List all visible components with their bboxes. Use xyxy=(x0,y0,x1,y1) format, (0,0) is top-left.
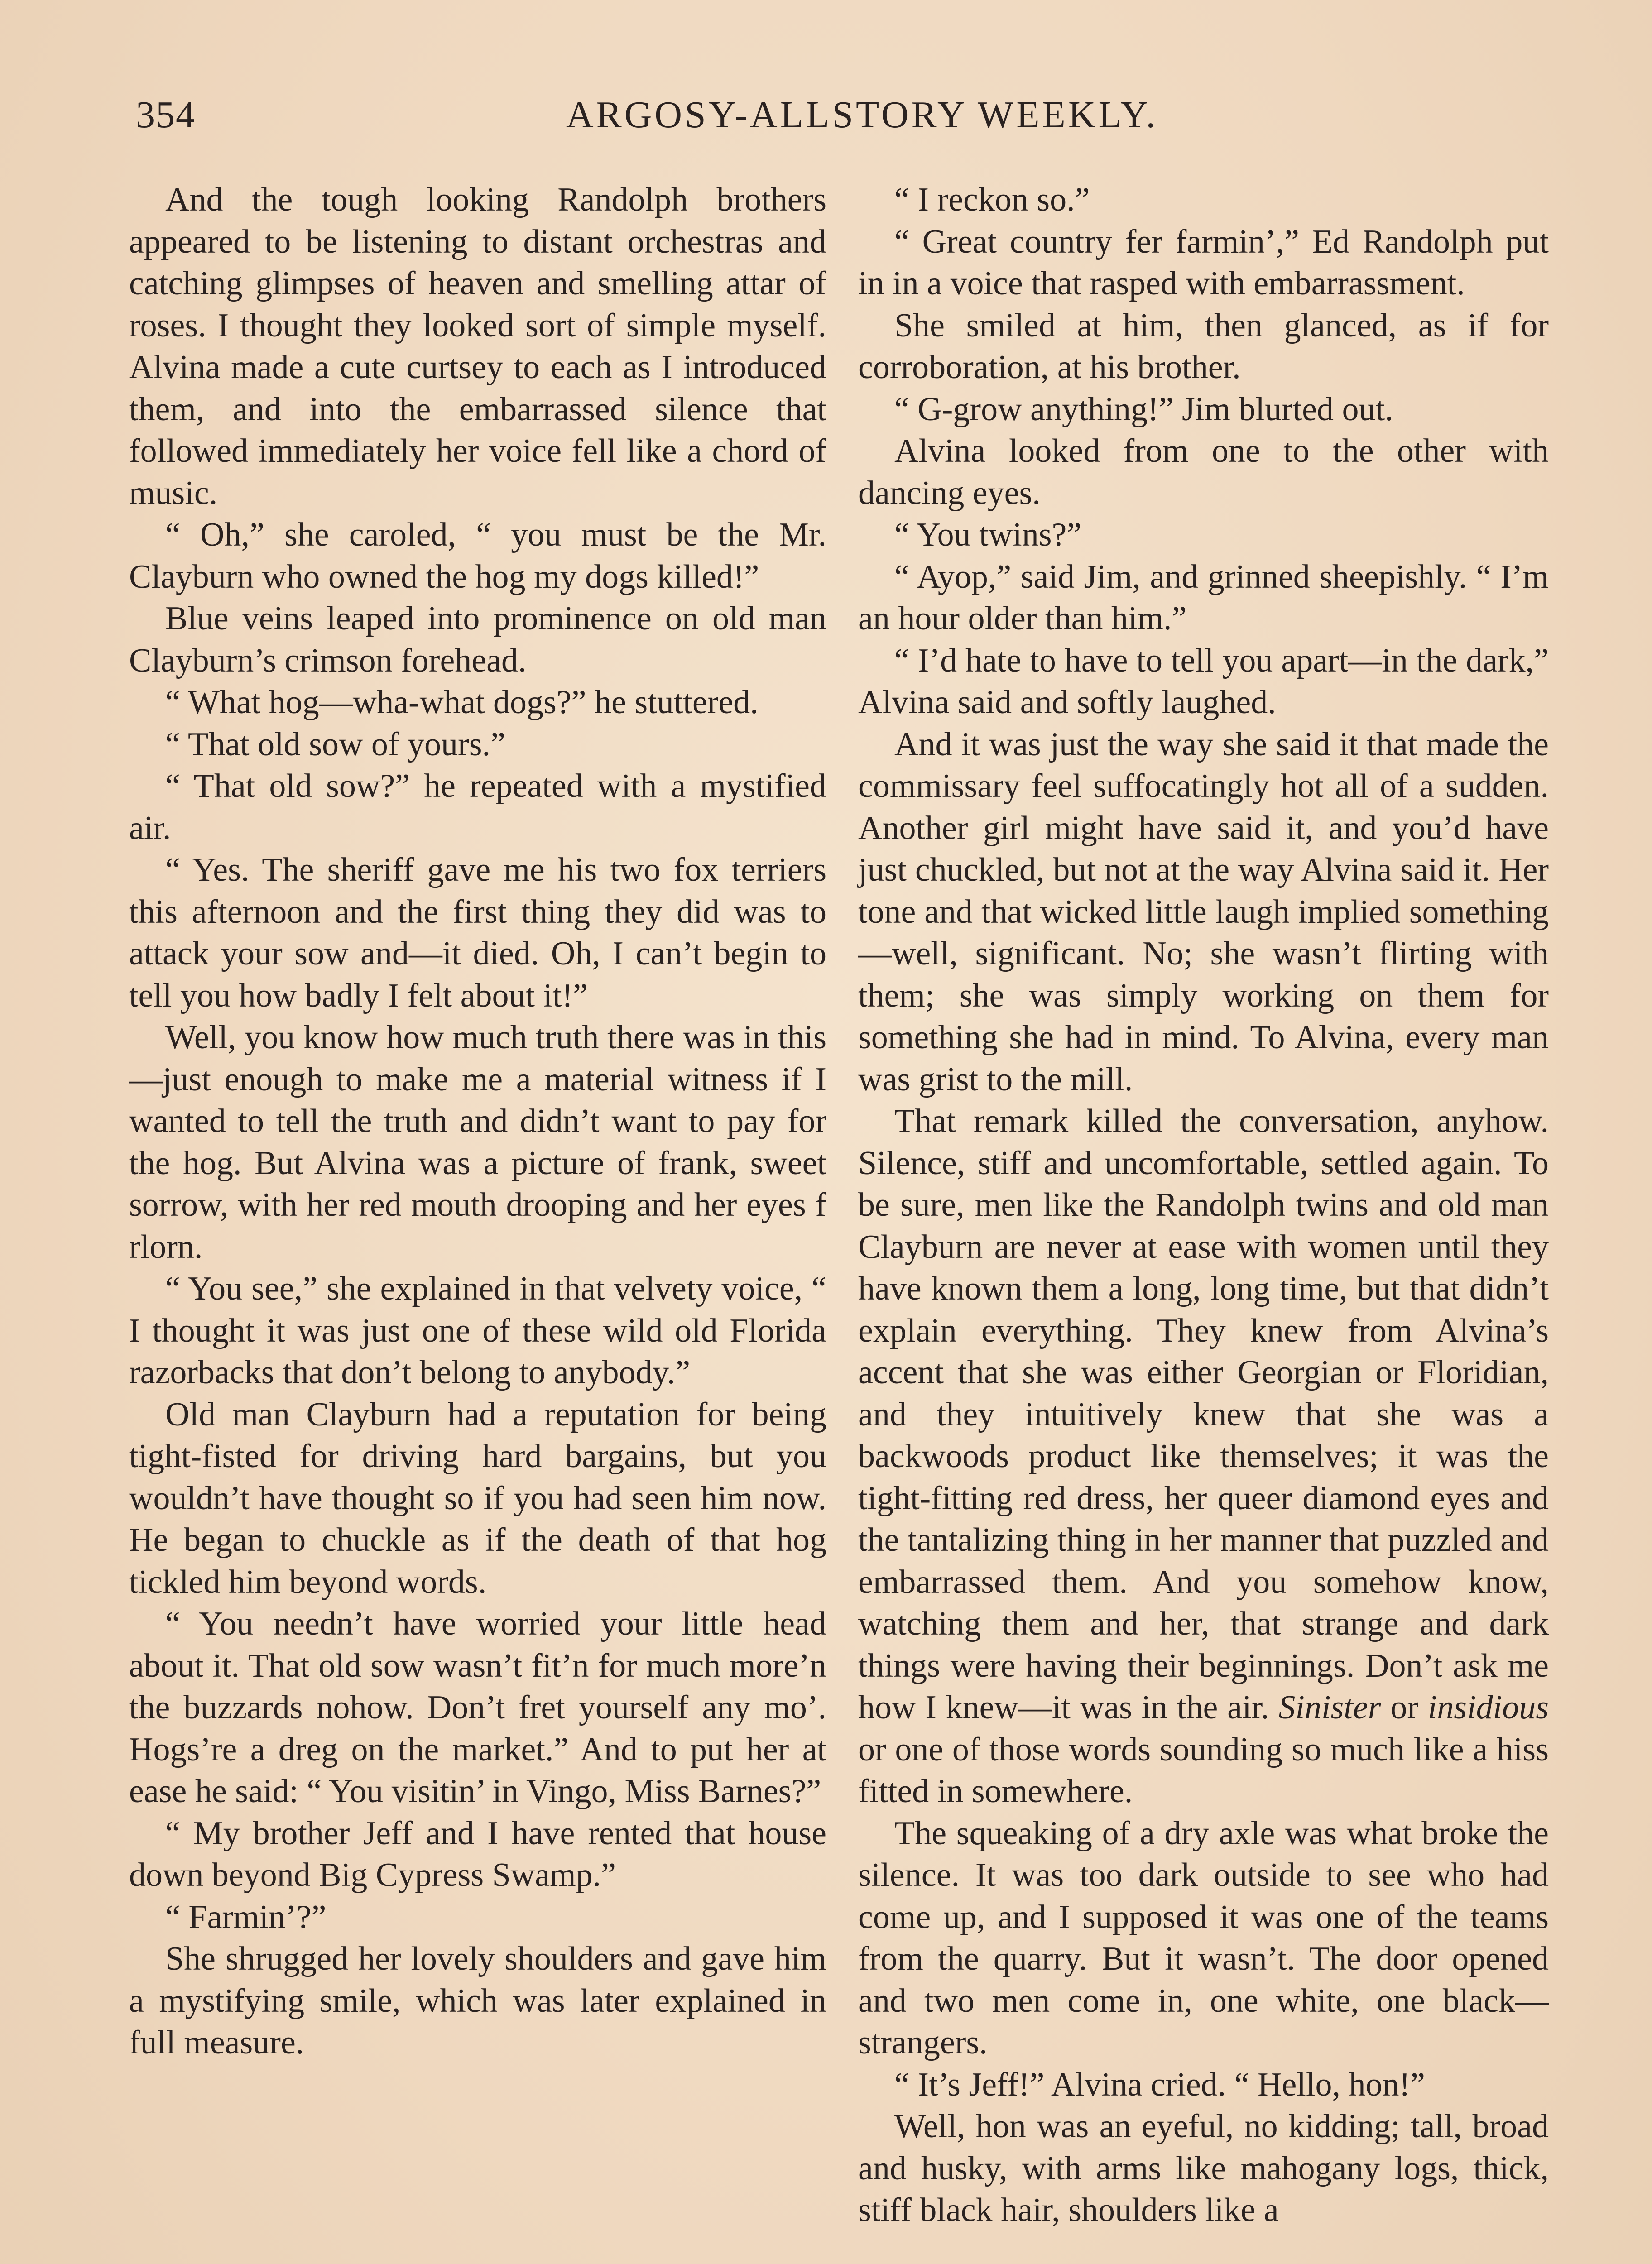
left-column xyxy=(129,179,826,2064)
italic-word-sinister: Sinister xyxy=(1278,1689,1381,1726)
paragraph: Well, hon was an eyeful, no kidding; tall, broad and husky, with arms like mahogany logs, thick, stiff black hair, shoulders like a xyxy=(858,2108,1549,2229)
paragraph-text: That remark killed the conversation, anyhow. Silence, stiff and uncomfortable, settled again. To be sure, men like the Randolph twins and old man Clayburn are never at ease with women until they have known them a long, long time, but that didn’t explain everything. They knew from Alvina’s accent that she was either Georgian or Floridian, and they intuitively knew that she was a backwoods product like themselves; it was the tight-fitting red dress, her queer diamond eyes and the tantalizing thing in her manner that puzzled and embarrassed them. And you somehow know, watching them and her, that strange and dark things were having their beginnings. Don’t ask me how I knew—it was in the air. xyxy=(858,1103,1549,1726)
paragraph: “ My brother Jeff and I have rented that house down beyond Big Cypress Swamp.” xyxy=(129,1814,826,1894)
page-number: 354 xyxy=(136,94,196,136)
paragraph: “ Oh,” she caroled, “ you must be the Mr. Clayburn who owned the hog my dogs killed!” xyxy=(129,516,826,595)
paragraph: She smiled at him, then glanced, as if for corroboration, at his brother. xyxy=(858,307,1549,386)
italic-word-insidious: insidious xyxy=(1427,1689,1549,1726)
paragraph-with-italics xyxy=(858,1100,1549,1813)
paragraph: Well, you know how much truth there was in this—just enough to make me a material witness if I wanted to tell the truth and didn’t want to pay for the hog. But Alvina was a picture of frank, sweet sorrow, with her red mouth drooping and her eyes f rlorn. xyxy=(129,1019,826,1266)
paragraph: “ I’d hate to have to tell you apart—in the dark,” Alvina said and softly laughed. xyxy=(858,642,1549,721)
paragraph: Old man Clayburn had a reputation for being tight-fisted for driving hard bargains, but you wouldn’t have thought so if you had seen him now. He began to chuckle as if the death of that hog tickled him beyond words. xyxy=(129,1396,826,1601)
paragraph: “ What hog—wha-what dogs?” he stuttered. xyxy=(165,684,759,721)
connector-text: or xyxy=(1390,1689,1418,1726)
paragraph-tail: or one of those words sounding so much like a hiss fitted in somewhere. xyxy=(858,1731,1549,1810)
paragraph: “ You needn’t have worried your little head about it. That old sow wasn’t fit’n for much more’n the buzzards nohow. Don’t fret yourself any mo’. Hogs’re a dreg on the market.” And to put her at ease he said: “ You visitin’ in Vingo, Miss Barnes?” xyxy=(129,1605,826,1810)
paragraph: “ That old sow?” he repeated with a mystified air. xyxy=(129,767,826,847)
paragraph: “ I reckon so.” xyxy=(894,181,1090,218)
paragraph: And the tough looking Randolph brothers appeared to be listening to distant orchestras and catching glimpses of heaven and smelling attar of roses. I thought they looked sort of simple myself. Alvina made a cute curtsey to each as I introduced them, and into the embarrassed silence that followed immediately her voice fell like a chord of music. xyxy=(129,181,826,512)
paragraph: “ That old sow of yours.” xyxy=(165,725,505,763)
paragraph: “ You see,” she explained in that velvety voice, “ I thought it was just one of these wild old Florida razorbacks that don’t belong to anybody.” xyxy=(129,1270,826,1391)
running-head: ARGOSY-ALLSTORY WEEKLY. xyxy=(566,94,1158,136)
right-column xyxy=(858,179,1549,2231)
paragraph: “ Great country fer farmin’,” Ed Randolph put in in a voice that rasped with embarrassment. xyxy=(858,223,1549,302)
paragraph: “ You twins?” xyxy=(894,516,1082,553)
paragraph: Alvina looked from one to the other with dancing eyes. xyxy=(858,432,1549,512)
paragraph: “ Yes. The sheriff gave me his two fox terriers this afternoon and the first thing they did was to attack your sow and—it died. Oh, I can’t begin to tell you how badly I felt about it!” xyxy=(129,851,826,1014)
paragraph: “ Farmin’?” xyxy=(165,1898,327,1936)
page-header xyxy=(136,93,1159,147)
paragraph: “ G-grow anything!” Jim blurted out. xyxy=(894,390,1393,428)
paragraph: And it was just the way she said it that made the commissary feel suffocatingly hot all of a sudden. Another girl might have said it, and you’d have just chuckled, but not at the way Alvina said it. Her tone and that wicked little laugh implied something—well, significant. No; she wasn’t flirting with them; she was simply working on them for something she had in mind. To Alvina, every man was grist to the mill. xyxy=(858,725,1549,1098)
paragraph: “ It’s Jeff!” Alvina cried. “ Hello, hon!” xyxy=(894,2066,1425,2103)
paragraph: Blue veins leaped into prominence on old man Clayburn’s crimson forehead. xyxy=(129,600,826,679)
paragraph: She shrugged her lovely shoulders and gave him a mystifying smile, which was later explained in full measure. xyxy=(129,1940,826,2061)
paragraph: The squeaking of a dry axle was what broke the silence. It was too dark outside to see who had come up, and I supposed it was one of the teams from the quarry. But it wasn’t. The door opened and two men come in, one white, one black—strangers. xyxy=(858,1814,1549,2061)
paragraph: “ Ayop,” said Jim, and grinned sheepishly. “ I’m an hour older than him.” xyxy=(858,558,1549,637)
